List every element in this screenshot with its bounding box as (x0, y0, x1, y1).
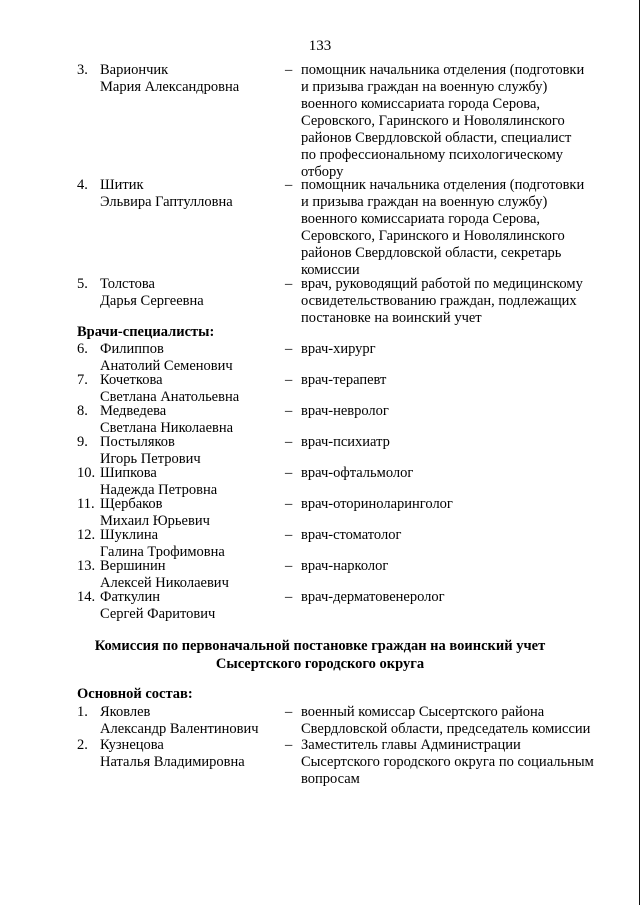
dash: – (285, 704, 293, 720)
person-name: Филиппов Анатолий Семенович (100, 341, 233, 374)
dash: – (285, 496, 293, 512)
person-role: врач-хирург (301, 341, 376, 357)
page-number: 133 (308, 38, 332, 54)
person-role: помощник начальника отделения (подготовки и призыва граждан на военную службу) военного комиссариата города Серова, Серовского, Гаринского и Новолялинского районов Свердловской области, специалист по профессиональному психологическому отбору (301, 62, 585, 180)
item-number: 5. (77, 276, 88, 292)
person-name: Кузнецова Наталья Владимировна (100, 737, 245, 770)
dash: – (285, 403, 293, 419)
dash: – (285, 341, 293, 357)
item-number: 9. (77, 434, 88, 450)
item-number: 2. (77, 737, 88, 753)
item-number: 10. (77, 465, 96, 481)
person-role: врач-терапевт (301, 372, 387, 388)
person-role: врач-невролог (301, 403, 389, 419)
person-role: Заместитель главы Администрации Сысертского городского округа по социальным вопросам (301, 737, 594, 787)
item-number: 1. (77, 704, 88, 720)
dash: – (285, 558, 293, 574)
person-role: военный комиссар Сысертского района Свердловской области, председатель комиссии (301, 704, 591, 737)
person-name: Шипкова Надежда Петровна (100, 465, 218, 498)
person-name: Шитик Эльвира Гаптулловна (100, 177, 233, 210)
person-role: помощник начальника отделения (подготовки и призыва граждан на военную службу) военного комиссариата города Серова, Серовского, Гаринского и Новолялинского районов Свердловской области, секретарь комиссии (301, 177, 585, 278)
item-number: 7. (77, 372, 88, 388)
person-role: врач-оториноларинголог (301, 496, 453, 512)
person-role: врач, руководящий работой по медицинскому освидетельствованию граждан, подлежащих постановке на воинский учет (301, 276, 583, 326)
item-number: 6. (77, 341, 88, 357)
person-name: Яковлев Александр Валентинович (100, 704, 259, 737)
person-name: Кочеткова Светлана Анатольевна (100, 372, 240, 405)
person-role: врач-дерматовенеролог (301, 589, 445, 605)
commission-title: Комиссия по первоначальной постановке граждан на воинский учет Сысертского городского округа (94, 638, 546, 672)
dash: – (285, 527, 293, 543)
main-composition-heading: Основной состав: (77, 686, 193, 702)
item-number: 14. (77, 589, 96, 605)
dash: – (285, 372, 293, 388)
dash: – (285, 177, 293, 193)
person-role: врач-психиатр (301, 434, 390, 450)
dash: – (285, 465, 293, 481)
dash: – (285, 434, 293, 450)
person-name: Медведева Светлана Николаевна (100, 403, 234, 436)
person-name: Шуклина Галина Трофимовна (100, 527, 225, 560)
person-name: Постыляков Игорь Петрович (100, 434, 201, 467)
dash: – (285, 276, 293, 292)
item-number: 11. (77, 496, 95, 512)
person-name: Щербаков Михаил Юрьевич (100, 496, 210, 529)
dash: – (285, 589, 293, 605)
dash: – (285, 62, 293, 78)
specialists-heading: Врачи-специалисты: (77, 324, 215, 340)
dash: – (285, 737, 293, 753)
person-role: врач-стоматолог (301, 527, 402, 543)
person-name: Вершинин Алексей Николаевич (100, 558, 229, 591)
person-name: Толстова Дарья Сергеевна (100, 276, 204, 309)
person-name: Вариончик Мария Александровна (100, 62, 240, 95)
person-role: врач-офтальмолог (301, 465, 414, 481)
item-number: 13. (77, 558, 96, 574)
person-name: Фаткулин Сергей Фаритович (100, 589, 216, 622)
item-number: 8. (77, 403, 88, 419)
item-number: 4. (77, 177, 88, 193)
item-number: 3. (77, 62, 88, 78)
item-number: 12. (77, 527, 96, 543)
person-role: врач-нарколог (301, 558, 389, 574)
